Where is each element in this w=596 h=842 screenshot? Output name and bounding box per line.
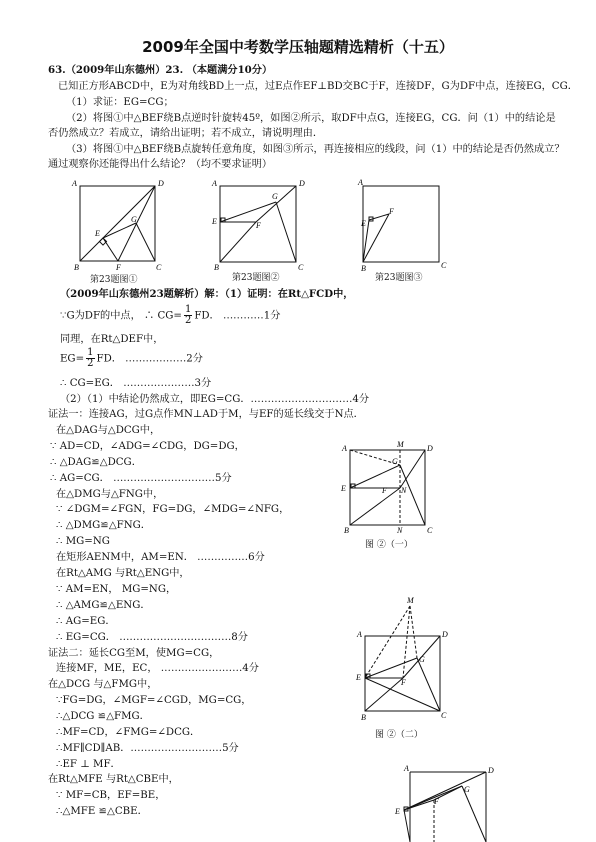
problem-statement: 已知正方形ABCD中，E为对角线BD上一点，过E点作EF⊥BD交BC于F，连接DF，G为DF中点，连接EG，CG． (58, 81, 578, 92)
solution-line-5: ∴ CG=EG． …………………3分 (60, 378, 212, 389)
fig2a-label-n: N (401, 486, 407, 495)
solution-line-16: 在矩形AENM中，AM=EN． ……………6分 (56, 552, 265, 563)
figure-1 (70, 180, 180, 270)
fig2-label-b: B (214, 263, 219, 272)
solution-line-24: 在△DCG 与△FMG中， (48, 679, 158, 690)
fig2b-label-f: F (401, 678, 406, 687)
fig1-label-g: G (131, 215, 137, 224)
fig3-label-e: E (361, 219, 366, 228)
solution-line-31: ∵ MF=CB，EF=BE， (56, 790, 166, 801)
fig2-label-d: D (299, 179, 305, 188)
solution-line-4: EG= $\frac{1}{2}$ FD． ………………2分 (60, 347, 203, 369)
solution-line-9: ∵ AD=CD，∠ADG=∠CDG，DG=DG， (50, 441, 245, 452)
figure-2b (355, 596, 455, 724)
solution-line-27: ∴MF=CD，∠FMG=∠DCG． (56, 727, 201, 738)
solution-line-22: 证法二：延长CG至M，使MG=CG， (48, 648, 220, 659)
solution-line-14: ∴ △DMG≌△FNG． (56, 520, 151, 531)
fig2b-label-a: A (357, 630, 362, 639)
solution-line-15: ∴ MG=NG (56, 536, 110, 547)
solution-line-19: ∴ △AMG≌△ENG． (56, 600, 151, 611)
solution-line-13: ∵ ∠DGM=∠FGN，FG=DG，∠MDG=∠NFG， (56, 504, 290, 515)
fig2-label-a: A (212, 179, 217, 188)
solution-line-30: 在Rt△MFE 与Rt△CBE中， (48, 774, 179, 785)
figure-1-caption: 第23题图① (90, 275, 138, 285)
solution-line-7: 证法一：连接AG，过G点作MN⊥AD于M，与EF的延长线交于N点． (48, 409, 364, 420)
solution-line-17: 在Rt△AMG 与Rt△ENG中， (56, 568, 190, 579)
fig2a-label-a: A (342, 444, 347, 453)
solution-line-1: （2009年山东德州23题解析）解：（1）证明：在Rt△FCD中， (60, 288, 354, 300)
fig1-label-f: F (116, 263, 121, 272)
question-2: （2）将图①中△BEF绕B点逆时针旋转45º，如图②所示，取DF中点G，连接EG，CG．问（1）中的结论是 (66, 113, 556, 124)
fig2-label-e: E (212, 217, 217, 226)
fig2b-label-e: E (356, 673, 361, 682)
fig2a-label-b: B (344, 526, 349, 535)
fig2-label-g: G (272, 192, 278, 201)
fig2a-label-g: G (392, 457, 398, 466)
figure-2-caption: 第23题图② (232, 273, 280, 283)
solution-line-25: ∵FG=DG，∠MGF=∠CGD，MG=CG， (56, 695, 252, 706)
fig2b-label-b: B (361, 713, 366, 722)
fraction-half-2: $\frac{1}{2}$ (87, 347, 94, 369)
solution-line-2: ∵G为DF的中点， ∴ CG= $\frac{1}{2}$ FD． …………1分 (60, 304, 281, 326)
fig2a-label-m: M (397, 440, 404, 449)
fig2a-label-c: C (427, 526, 433, 535)
fig3-label-c: C (441, 261, 447, 270)
fig2c-label-e: E (395, 807, 400, 816)
solution-line-29: ∴EF ⊥ MF． (56, 759, 121, 770)
fig1-label-a: A (72, 179, 77, 188)
fig2b-label-d: D (442, 630, 448, 639)
solution-line-6: （2）（1）中结论仍然成立，即EG=CG．…………………………4分 (60, 394, 370, 405)
solution-line-10: ∴ △DAG≌△DCG． (50, 457, 142, 468)
fig2-label-f: F (256, 221, 261, 230)
solution-line-3: 同理，在Rt△DEF中， (60, 334, 164, 345)
figure-2a-caption: 图 ②（一） (365, 540, 413, 550)
fig2c-label-a: A (404, 764, 409, 773)
solution-line-28: ∴MF∥CD∥AB．………………………5分 (56, 743, 239, 754)
solution-line-23: 连接MF，ME，EC， ……………………4分 (56, 663, 259, 674)
fig1-label-b: B (74, 263, 79, 272)
figure-3 (355, 178, 455, 273)
question-2-cont: 否仍然成立？若成立，请给出证明；若不成立，请说明理由． (48, 128, 324, 139)
solution-line-8: 在△DAG与△DCG中， (56, 425, 161, 436)
fig2a-label-n2: N (397, 526, 403, 535)
fig2a-label-e: E (341, 484, 346, 493)
fig2b-label-m: M (407, 596, 414, 605)
fig2c-label-g: G (464, 785, 470, 794)
fig1-label-c: C (156, 263, 162, 272)
figure-2a (340, 440, 440, 535)
solution-line-11: ∴ AG=CG． …………………………5分 (50, 473, 232, 484)
fraction-half: $\frac{1}{2}$ (184, 304, 192, 326)
fig2c-label-d: D (488, 766, 494, 775)
fig3-label-f: F (389, 207, 394, 216)
solution-line-12: 在△DMG与△FNG中， (56, 489, 164, 500)
fig2b-label-c: C (441, 711, 447, 720)
figure-3-caption: 第23题图③ (375, 273, 423, 283)
question-1: （1）求证：EG=CG； (66, 97, 174, 108)
solution-line-26: ∴△DCG ≌△FMG． (56, 711, 150, 722)
figure-2 (212, 178, 312, 272)
fig2c-label-f: F (434, 797, 439, 806)
question-3: （3）将图①中△BEF绕B点旋转任意角度，如图③所示，再连接相应的线段，问（1）中的结论是否仍然成立？ (66, 144, 565, 155)
question-3-cont: 通过观察你还能得出什么结论？（均不要求证明） (48, 159, 273, 170)
fig2a-label-d: D (427, 444, 433, 453)
fig2-label-c: C (298, 263, 304, 272)
solution-line-32: ∴△MFE ≌△CBE． (56, 806, 148, 817)
fig1-label-d: D (158, 179, 164, 188)
solution-line-20: ∴ AG=EG． (56, 616, 116, 627)
solution-line-21: ∴ EG=CG． ……………………………8分 (56, 632, 248, 643)
fig3-label-a: A (358, 178, 363, 187)
page-title: 2009年全国中考数学压轴题精选精析（十五） (142, 38, 454, 56)
figure-2b-caption: 图 ②（二） (375, 730, 423, 740)
fig3-label-b: B (361, 264, 366, 273)
solution-line-18: ∵ AM=EN， MG=NG， (56, 584, 177, 595)
fig2b-label-g: G (419, 655, 425, 664)
figure-2c (390, 764, 500, 842)
fig1-label-e: E (95, 229, 100, 238)
fig2a-label-f: F (382, 486, 387, 495)
problem-header: 63.（2009年山东德州）23. （本题满分10分） (48, 64, 273, 76)
